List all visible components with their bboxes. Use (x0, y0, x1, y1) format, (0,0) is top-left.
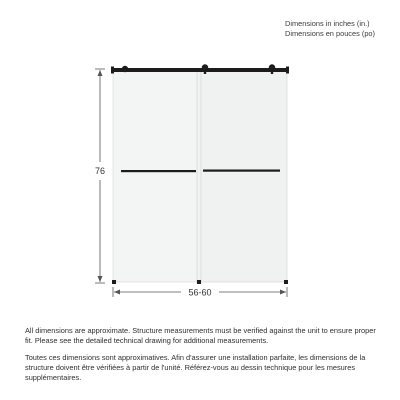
units-french: Dimensions en pouces (po) (285, 29, 375, 38)
door-panels (113, 70, 287, 282)
height-dimension (95, 69, 105, 283)
width-dimension (113, 287, 287, 298)
height-arrow-bottom (98, 276, 103, 282)
header-rail (112, 68, 288, 72)
height-arrow-top (98, 70, 103, 76)
disclaimer-notes (25, 326, 377, 390)
roller-left (122, 66, 128, 72)
width-arrow-left (114, 290, 120, 295)
bottom-guide-left (112, 280, 116, 284)
left-glass-panel (113, 70, 201, 282)
disclaimer-french: Toutes ces dimensions sont approximatives. Afin d'assurer une installation parfaite, les dimensions de la structure doivent être vérifiées à partir de l'unité. Référez-vous au dessin technique pour les mesures supplémentaires. (25, 353, 366, 382)
bottom-guide-right (284, 280, 288, 284)
rail-end-right (286, 67, 289, 74)
right-handle-bar (203, 170, 280, 172)
roller-center-stem (204, 67, 206, 74)
roller-right-stem (271, 67, 273, 74)
height-label: 76 (94, 166, 106, 176)
left-handle-bar (121, 170, 196, 172)
bottom-guide-center (197, 280, 201, 284)
units-english: Dimensions in inches (in.) (285, 19, 370, 28)
disclaimer-english: All dimensions are approximate. Structure measurements must be verified against the unit to ensure proper fit. Please see the detailed technical drawing for additional measurements. (25, 326, 376, 345)
width-label: 56-60 (188, 287, 212, 298)
width-arrow-right (280, 290, 286, 295)
right-glass-panel (197, 70, 287, 282)
rail-end-left (111, 67, 114, 74)
